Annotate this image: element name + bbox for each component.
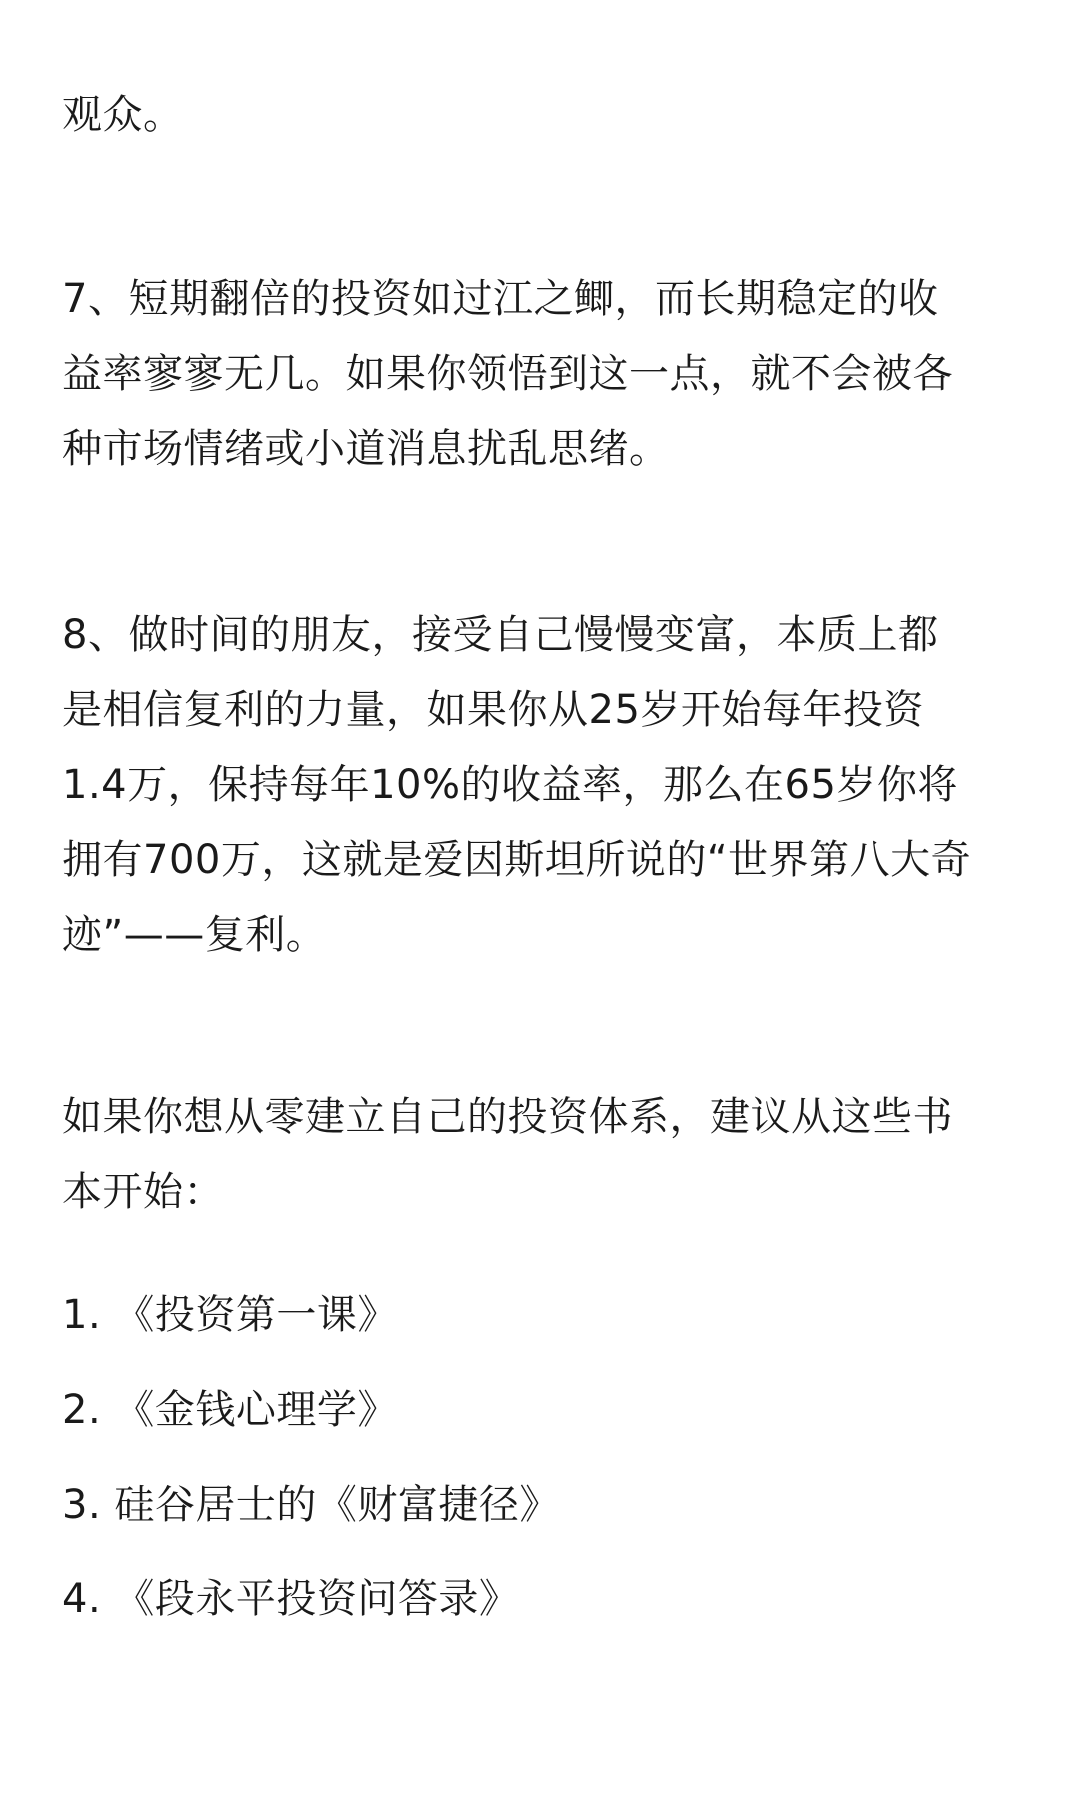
text-line: 拥有700万，这就是爱因斯坦所说的“世界第八大奇 — [62, 837, 972, 883]
point-7-paragraph — [62, 262, 1022, 487]
book-list-item: 2. 《金钱心理学》 — [62, 1387, 398, 1433]
previous-paragraph-tail — [62, 78, 1022, 153]
book-list-item: 4. 《段永平投资问答录》 — [62, 1576, 520, 1622]
text-line: 益率寥寥无几。如果你领悟到这一点，就不会被各 — [62, 351, 953, 397]
text-line: 如果你想从零建立自己的投资体系，建议从这些书 — [62, 1094, 953, 1140]
text-line: 7、短期翻倍的投资如过江之鲫，而长期稳定的收 — [62, 276, 939, 322]
text-line: 是相信复利的力量，如果你从25岁开始每年投资 — [62, 687, 924, 733]
book-list-item: 1. 《投资第一课》 — [62, 1292, 398, 1338]
book-recommendation-intro — [62, 1080, 1022, 1230]
text-line: 种市场情绪或小道消息扰乱思绪。 — [62, 426, 670, 472]
text-line: 1.4万，保持每年10%的收益率，那么在65岁你将 — [62, 762, 958, 808]
book-list-item: 3. 硅谷居士的《财富捷径》 — [62, 1482, 560, 1528]
text-line: 迹”——复利。 — [62, 912, 327, 958]
text-line: 本开始： — [62, 1169, 224, 1215]
point-8-paragraph — [62, 598, 1022, 973]
text-line: 8、做时间的朋友，接受自己慢慢变富，本质上都 — [62, 612, 939, 658]
text-line: 观众。 — [62, 92, 184, 138]
